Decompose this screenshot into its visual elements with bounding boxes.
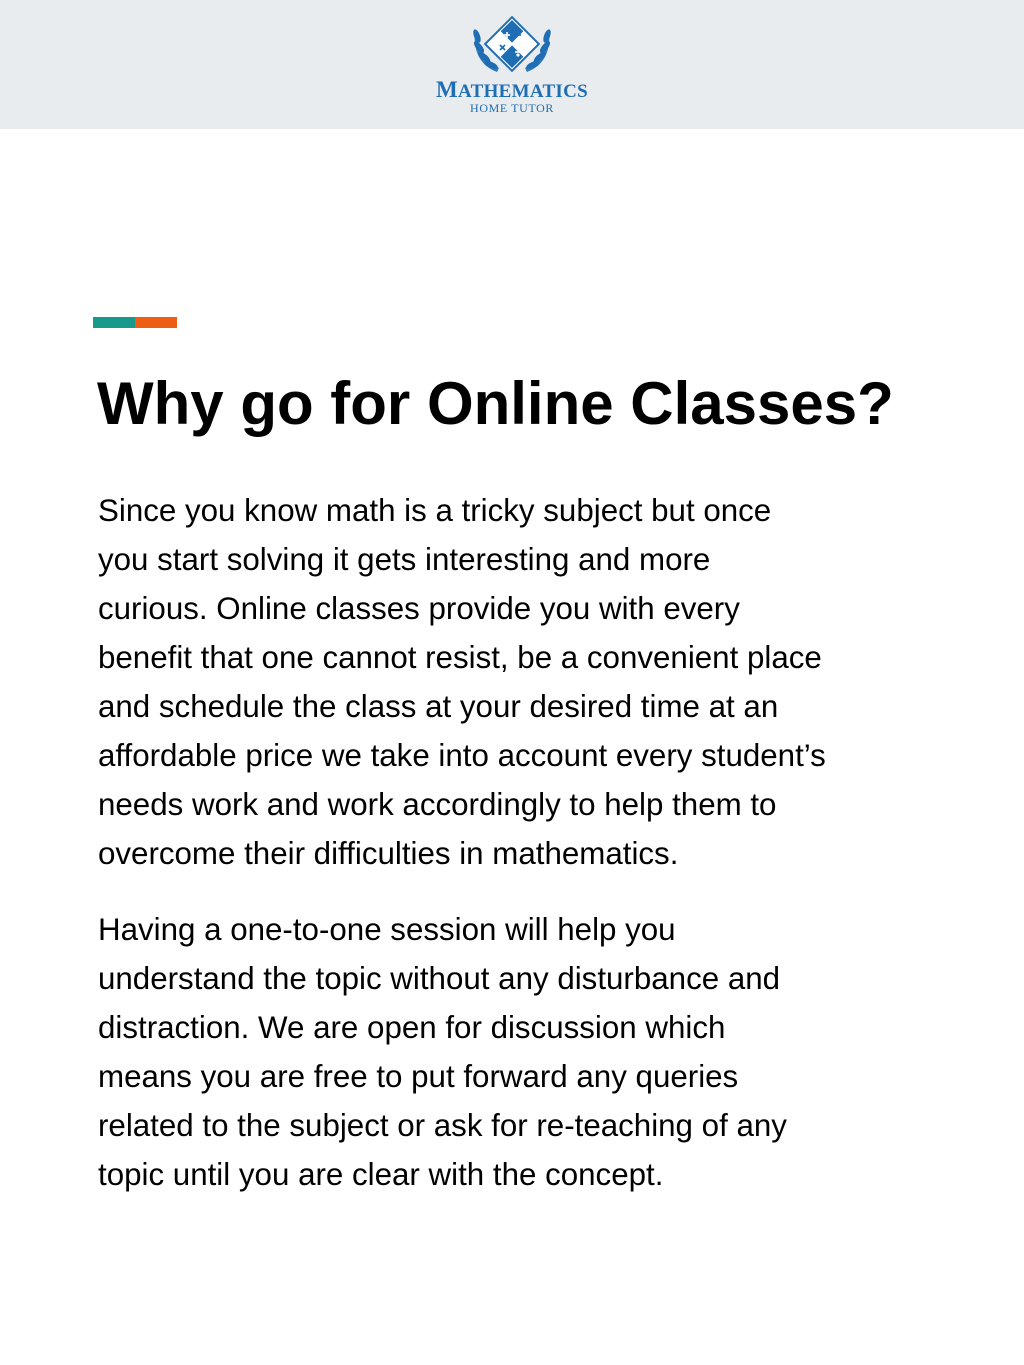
text-line: means you are free to put forward any queries	[98, 1059, 739, 1094]
header-bar	[0, 0, 1024, 129]
text-line: understand the topic without any disturbance and	[98, 961, 781, 996]
text-line: Since you know math is a tricky subject but once	[98, 493, 772, 528]
text-line: benefit that one cannot resist, be a convenient place	[98, 640, 822, 675]
article-body	[98, 486, 938, 1226]
text-line: overcome their difficulties in mathematics.	[98, 836, 679, 871]
logo-text-primary: MATHEMATICS	[435, 77, 589, 102]
page-title: Why go for Online Classes?	[97, 370, 894, 437]
text-line: Having a one-to-one session will help you	[98, 912, 676, 947]
math-operators-shield-icon	[467, 14, 557, 78]
text-line: you start solving it gets interesting and more	[98, 542, 711, 577]
paragraph-2	[98, 905, 938, 1199]
text-line: and schedule the class at your desired time at an	[98, 689, 779, 724]
title-accent-bar	[93, 317, 177, 328]
text-line: needs work and work accordingly to help them to	[98, 787, 777, 822]
text-line: affordable price we take into account every student’s	[98, 738, 826, 773]
logo-text-secondary: HOME TUTOR	[470, 101, 554, 115]
accent-orange-segment	[135, 317, 177, 328]
paragraph-1	[98, 486, 938, 878]
text-line: topic until you are clear with the concept.	[98, 1157, 664, 1192]
text-line: curious. Online classes provide you with every	[98, 591, 740, 626]
logo[interactable]	[412, 14, 612, 124]
text-line: related to the subject or ask for re-teaching of any	[98, 1108, 787, 1143]
logo-initial: M	[435, 77, 458, 102]
text-line: distraction. We are open for discussion which	[98, 1010, 726, 1045]
accent-teal-segment	[93, 317, 135, 328]
